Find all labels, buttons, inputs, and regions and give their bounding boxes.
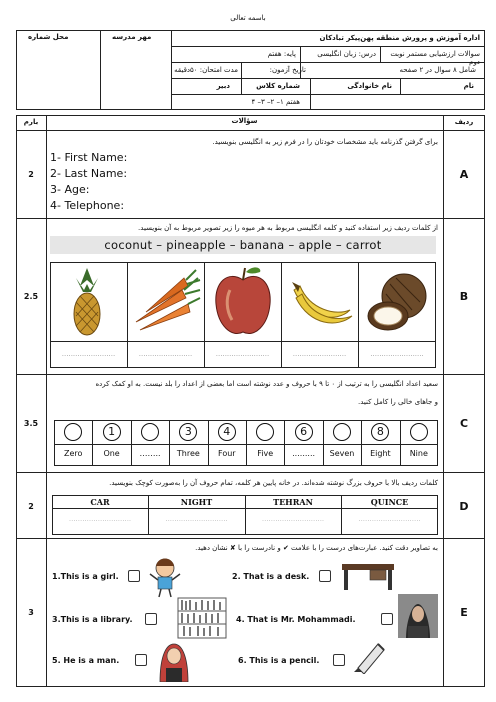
digit-circle: 6 bbox=[295, 423, 313, 441]
number-word: Five bbox=[257, 449, 274, 458]
digit-circle[interactable] bbox=[410, 423, 428, 441]
teacher-label: دبیر bbox=[216, 82, 230, 90]
bismillah: باسمه تعالی bbox=[230, 14, 266, 22]
section-e-score: 3 bbox=[28, 608, 34, 617]
apple-icon bbox=[210, 262, 276, 340]
class-label: شماره کلاس bbox=[256, 82, 300, 90]
digit-circle: 8 bbox=[371, 423, 389, 441]
seat-label: محل شماره bbox=[28, 33, 69, 41]
banana-icon bbox=[286, 270, 356, 334]
statement-6: 6. This is a pencil. bbox=[238, 656, 320, 665]
statement-5: 5. He is a man. bbox=[52, 656, 120, 665]
bookshelf-icon bbox=[176, 596, 228, 640]
word-quince: QUINCE bbox=[370, 497, 409, 507]
passport-form bbox=[50, 150, 127, 214]
carrot-icon bbox=[130, 268, 202, 334]
number-word: Four bbox=[218, 449, 236, 458]
girl-cartoon-icon bbox=[146, 556, 184, 598]
exam-date: تاریخ آزمون: bbox=[269, 66, 306, 74]
questions-col-header: سؤالات bbox=[231, 117, 258, 125]
section-c-score: 3.5 bbox=[23, 419, 39, 428]
number-word: Zero bbox=[63, 449, 83, 458]
section-a-instruction: برای گرفتن گذرنامه باید مشخصات خودتان را در فرم زیر به انگلیسی بنویسید. bbox=[212, 138, 438, 146]
score-col-header: بارم bbox=[23, 118, 39, 126]
class-values: هفتم ۱– ۲– ۳– ۴ bbox=[251, 98, 300, 106]
pineapple-blank[interactable]: ........................ bbox=[61, 350, 116, 358]
statement-2: 2. That is a desk. bbox=[232, 572, 310, 581]
section-a-letter: A bbox=[459, 168, 469, 181]
subject: درس: زبان انگلیسی bbox=[317, 50, 376, 58]
statement-1-checkbox[interactable] bbox=[128, 570, 140, 582]
row-col-header: ردیف bbox=[454, 118, 474, 126]
carrot-blank[interactable]: ........................ bbox=[138, 350, 193, 358]
questions-count: شامل ۸ سوال در ۲ صفحه bbox=[399, 66, 476, 74]
digit-circle: 1 bbox=[103, 423, 121, 441]
number-word: Seven bbox=[329, 449, 355, 458]
apple-blank[interactable]: ........................ bbox=[215, 350, 270, 358]
digit-circle[interactable] bbox=[333, 423, 351, 441]
word-tehran: TEHRAN bbox=[273, 497, 313, 507]
section-d-letter: D bbox=[459, 500, 469, 513]
family-label: نام خانوادگی bbox=[347, 82, 392, 90]
section-c-letter: C bbox=[459, 417, 469, 430]
exam-desc: سوالات ارزشیابی مستمر نوبت دوم bbox=[390, 50, 480, 66]
section-a-score: 2 bbox=[28, 170, 34, 179]
statement-5-checkbox[interactable] bbox=[135, 654, 147, 666]
section-e-instruction: به تصاویر دقت کنید. عبارت‌های درست را با علامت ✔ و نادرست را با ✘ نشان دهید. bbox=[195, 544, 438, 552]
digit-circle: 4 bbox=[218, 423, 236, 441]
section-b-score: 2.5 bbox=[23, 292, 39, 301]
coconut-blank[interactable]: ........................ bbox=[370, 350, 424, 358]
woman-portrait-icon bbox=[398, 594, 438, 638]
quince-lowercase-blank[interactable]: ............................ bbox=[358, 515, 421, 523]
section-b-letter: B bbox=[459, 290, 469, 303]
coconut-icon bbox=[362, 266, 434, 338]
pineapple-icon bbox=[62, 264, 112, 338]
hijab-woman-icon bbox=[156, 638, 192, 682]
desk-icon bbox=[340, 558, 396, 592]
statement-6-checkbox[interactable] bbox=[333, 654, 345, 666]
car-lowercase-blank[interactable]: ............................ bbox=[68, 515, 132, 523]
section-c-instruction-2: و جاهای خالی را کامل کنید. bbox=[358, 398, 438, 406]
statement-3-checkbox[interactable] bbox=[145, 613, 157, 625]
age-field[interactable]: 3- Age: bbox=[50, 183, 90, 196]
statement-4: 4. That is Mr. Mohammadi. bbox=[236, 615, 356, 624]
grade: پایه: هفتم bbox=[267, 50, 296, 58]
pencil-icon bbox=[352, 638, 388, 674]
night-lowercase-blank[interactable]: ............................ bbox=[165, 515, 228, 523]
number-word: ......... bbox=[292, 449, 316, 458]
statement-4-checkbox[interactable] bbox=[381, 613, 393, 625]
word-car: CAR bbox=[90, 497, 110, 507]
statement-1: 1.This is a girl. bbox=[52, 572, 119, 581]
number-word: …….. bbox=[139, 449, 161, 458]
name-label: نام bbox=[463, 82, 474, 90]
section-d-score: 2 bbox=[28, 502, 34, 511]
statement-2-checkbox[interactable] bbox=[319, 570, 331, 582]
tehran-lowercase-blank[interactable]: ............................ bbox=[261, 515, 325, 523]
section-b-instruction: از کلمات ردیف زیر استفاده کنید و کلمه انگلیسی مربوط به هر میوه را زیر تصویر مربوط به آن بنویسید. bbox=[138, 224, 438, 232]
digit-circle[interactable] bbox=[141, 423, 159, 441]
number-word: Eight bbox=[370, 449, 391, 458]
number-word: Three bbox=[176, 449, 200, 458]
fruit-word-bank: coconut – pineapple – banana – apple – carrot bbox=[50, 236, 436, 254]
number-word: One bbox=[103, 449, 120, 458]
stamp-label: مهر مدرسه bbox=[112, 33, 152, 41]
word-night: NIGHT bbox=[180, 497, 213, 507]
banana-blank[interactable]: ........................ bbox=[292, 350, 347, 358]
duration: مدت امتحان: ۵۰دقیقه bbox=[174, 66, 238, 74]
section-d-instruction: کلمات ردیف بالا با حروف بزرگ نوشته شده‌اند. در خانه پایین هر کلمه، تمام حروف آن را به‌صورت کوچک بنویسید. bbox=[109, 479, 438, 487]
number-word: Nine bbox=[409, 449, 428, 458]
first-name-field[interactable]: 1- First Name: bbox=[50, 151, 128, 164]
statement-3: 3.This is a library. bbox=[52, 615, 133, 624]
digit-circle: 3 bbox=[179, 423, 197, 441]
section-c-instruction-1: سعید اعداد انگلیسی را به ترتیب از ۰ تا ۹ با حروف و عدد نوشته است اما بعضی از اعداد را بلد نیست. به او کمک کرده bbox=[95, 380, 438, 388]
section-e-letter: E bbox=[460, 606, 468, 619]
office-title: اداره آموزش و پرورش منطقه پهن‌پیکر تبادکان bbox=[319, 34, 480, 42]
last-name-field[interactable]: 2- Last Name: bbox=[50, 167, 128, 180]
telephone-field[interactable]: 4- Telephone: bbox=[50, 199, 125, 212]
